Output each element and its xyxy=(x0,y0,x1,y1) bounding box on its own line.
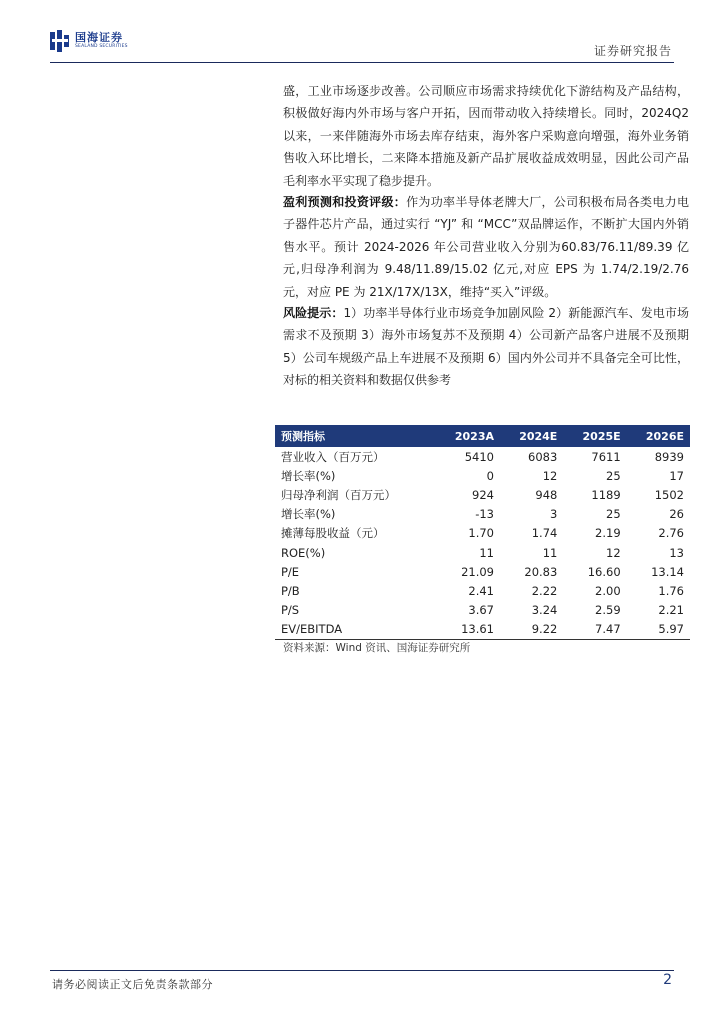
header-divider xyxy=(50,62,674,63)
business-paragraph: 盛，工业市场逐步改善。公司顺应市场需求持续优化下游结构及产品结构，积极做好海内外市场与客户开拓，因而带动收入持续增长。同时，2024Q2 以来，一来伴随海外市场去库存结束，海外客户采购意向增强，海外业务销售收入环比增长，二来降本措施及新产品扩展收益成效明显，因此公司产品毛利率水平实现了稳步提升。 xyxy=(283,84,689,188)
table-row xyxy=(275,447,690,466)
page-header xyxy=(0,0,724,66)
table-cell: 13 xyxy=(669,545,684,560)
table-cell: 5410 xyxy=(464,449,494,464)
row-label: 增长率(%) xyxy=(281,507,336,522)
logo-text-en: SEALAND SECURITIES xyxy=(75,44,128,49)
table-cell: 2.21 xyxy=(658,603,684,618)
report-type-title: 证券研究报告 xyxy=(593,44,672,58)
table-cell: 948 xyxy=(535,487,558,502)
table-cell: 7.47 xyxy=(563,620,626,640)
row-label: 归母净利润（百万元） xyxy=(281,487,396,502)
table-cell: 20.83 xyxy=(524,564,558,579)
company-logo xyxy=(50,30,128,52)
table-cell: -13 xyxy=(475,507,494,522)
table-row xyxy=(275,505,690,524)
table-row xyxy=(275,485,690,504)
rating-label: 盈利预测和投资评级： xyxy=(283,195,407,209)
table-cell: 1.76 xyxy=(658,583,684,598)
table-row xyxy=(275,466,690,485)
table-cell: 2.59 xyxy=(595,603,621,618)
logo-icon xyxy=(50,30,70,52)
risk-text: 1）功率半导体行业市场竞争加剧风险 2）新能源汽车、发电市场需求不及预期 3）海外市场复苏不及预期 4）公司新产品客户进展不及预期 5）公司车规级产品上车进展不及预期 6）国内外公司并不具备完全可比性，对标的相关资料和数据仅供参考 xyxy=(283,306,689,388)
footer-disclaimer: 请务必阅读正文后免责条款部分 xyxy=(52,978,213,991)
row-label: 摊薄每股收益（元） xyxy=(281,526,385,541)
table-cell: 7611 xyxy=(591,449,621,464)
table-cell: 11 xyxy=(542,545,558,560)
row-label: ROE(%) xyxy=(281,545,326,560)
page-number: 2 xyxy=(663,972,672,988)
rating-paragraph xyxy=(283,191,689,303)
row-label: P/B xyxy=(281,583,300,598)
table-cell: 13.61 xyxy=(435,620,500,640)
table-cell: 8939 xyxy=(654,449,684,464)
table-cell: 16.60 xyxy=(587,564,621,579)
row-label: P/E xyxy=(281,564,300,579)
row-label: EV/EBITDA xyxy=(275,620,435,640)
table-cell: 3 xyxy=(550,507,558,522)
table-cell: 2.22 xyxy=(531,583,558,598)
table-cell: 12 xyxy=(542,468,558,483)
table-cell: 2.76 xyxy=(658,526,684,541)
rating-text: 作为功率半导体老牌大厂，公司积极布局各类电力电子器件芯片产品，通过实行 “YJ” 和 “MCC”双品牌运作，不断扩大国内外销售水平。预计 2024-2026 年公司营业收入分别为60.83/76.11/89.39 亿元,归母净利润为 9.48/11.89/15.02 亿元,对应 EPS 为 1.74/2.19/2.76 元，对应 PE 为 21X/17X/13X，维持“买入”评级。 xyxy=(283,195,689,299)
table-cell: 9.22 xyxy=(500,620,563,640)
table-cell: 1.74 xyxy=(531,526,558,541)
table-cell: 2.19 xyxy=(595,526,621,541)
table-row xyxy=(275,543,690,562)
table-cell: 25 xyxy=(606,468,621,483)
table-cell: 2.00 xyxy=(595,583,621,598)
table-header-cell: 预测指标 xyxy=(275,425,435,447)
table-row xyxy=(275,562,690,581)
table-cell: 11 xyxy=(479,545,494,560)
table-cell: 3.67 xyxy=(468,603,494,618)
risk-label: 风险提示： xyxy=(283,306,344,320)
logo-text-cn: 国海证券 xyxy=(75,31,123,44)
table-cell: 1.70 xyxy=(468,526,494,541)
forecast-table xyxy=(275,425,690,640)
table-cell: 5.97 xyxy=(627,620,690,640)
table-cell: 924 xyxy=(472,487,494,502)
table-cell: 0 xyxy=(486,468,494,483)
row-label: 增长率(%) xyxy=(281,468,336,483)
table-row xyxy=(275,601,690,620)
table-row xyxy=(275,581,690,600)
footer-divider xyxy=(50,970,674,971)
table-cell: 26 xyxy=(669,507,684,522)
table-cell: 2.41 xyxy=(468,583,494,598)
risk-paragraph xyxy=(283,302,689,392)
table-cell: 13.14 xyxy=(651,564,684,579)
table-cell: 1502 xyxy=(654,487,684,502)
table-cell: 12 xyxy=(606,545,621,560)
table-header-cell: 2026E xyxy=(627,425,690,447)
table-header-cell: 2025E xyxy=(563,425,626,447)
table-header-cell: 2024E xyxy=(500,425,563,447)
table-source-note: 资料来源：Wind 资讯、国海证券研究所 xyxy=(283,642,471,654)
table-cell: 25 xyxy=(606,507,621,522)
row-label: P/S xyxy=(281,603,300,618)
table-row xyxy=(275,620,690,640)
table-cell: 21.09 xyxy=(461,564,494,579)
table-cell: 17 xyxy=(669,468,684,483)
table-header-row xyxy=(275,425,690,447)
table-row xyxy=(275,524,690,543)
table-cell: 1189 xyxy=(591,487,621,502)
row-label: 营业收入（百万元） xyxy=(281,449,385,464)
table-cell: 3.24 xyxy=(531,603,558,618)
table-header-cell: 2023A xyxy=(435,425,500,447)
table-cell: 6083 xyxy=(528,449,558,464)
